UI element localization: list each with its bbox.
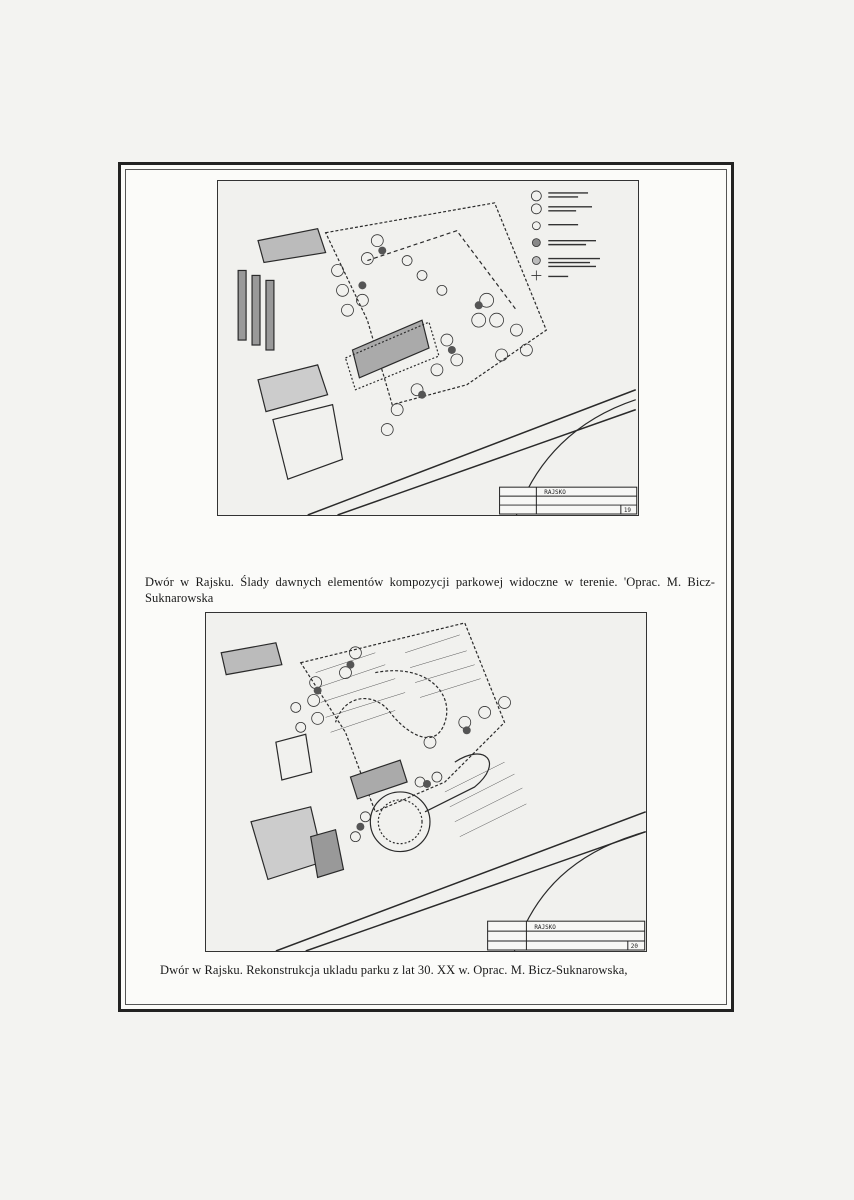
- building: [273, 405, 343, 480]
- building: [258, 365, 328, 412]
- manor-house: [350, 760, 407, 799]
- meadow-edge: [336, 671, 447, 738]
- building: [276, 734, 312, 780]
- building: [266, 280, 274, 350]
- building: [252, 275, 260, 345]
- sheet-number: 19: [623, 507, 631, 515]
- building: [258, 229, 326, 263]
- site-plan-existing-traces: [217, 180, 639, 516]
- building: [311, 830, 344, 878]
- roundabout-inner: [378, 800, 422, 844]
- site-plan-drawing: [218, 181, 638, 515]
- title-block-text: RAJSKO: [534, 924, 556, 932]
- trees: [332, 235, 533, 436]
- building: [221, 643, 282, 675]
- path: [367, 231, 516, 311]
- title-block-text: RAJSKO: [544, 489, 566, 497]
- manor-house: [352, 320, 429, 378]
- site-plan-drawing: [206, 613, 646, 951]
- title-block: [500, 487, 637, 514]
- site-plan-reconstruction: [205, 612, 647, 952]
- legend: [531, 191, 600, 280]
- title-block: [488, 921, 645, 950]
- caption-second-plan: Dwór w Rajsku. Rekonstrukcja ukladu parku z lat 30. XX w. Oprac. M. Bicz-Suknarowska,: [160, 963, 628, 977]
- caption-first-plan: Dwór w Rajsku. Ślady dawnych elementów kompozycji parkowej widoczne w terenie. 'Oprac. M. Bicz-Suknarowska: [145, 575, 715, 605]
- trees: [291, 647, 511, 842]
- building: [238, 270, 246, 340]
- sheet-number: 20: [630, 943, 638, 951]
